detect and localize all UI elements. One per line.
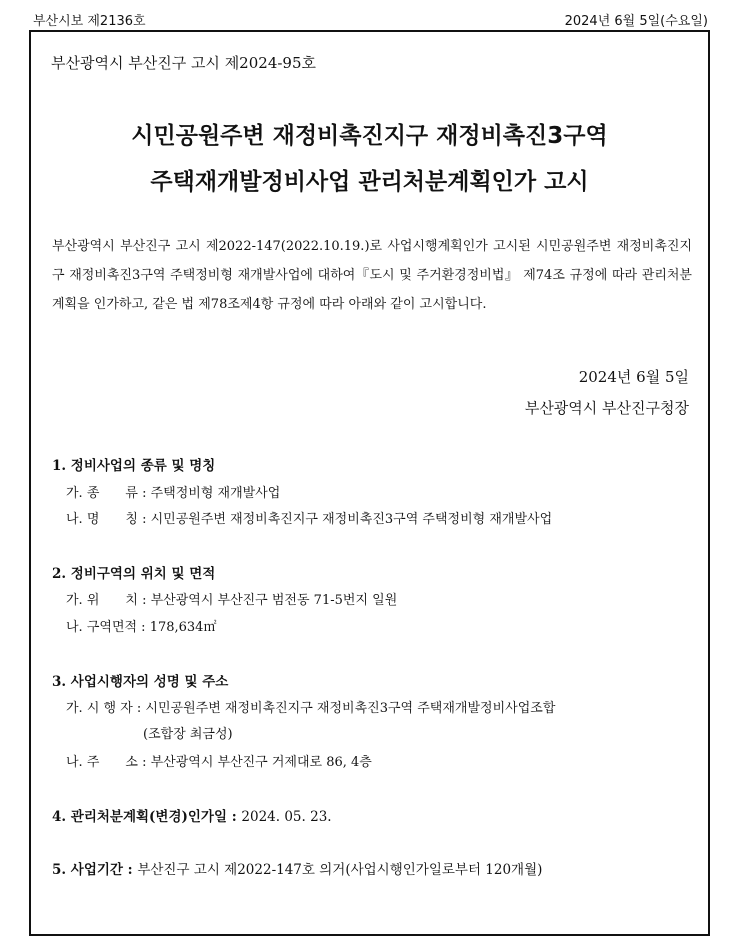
- section-3-heading: 3. 사업시행자의 성명 및 주소: [52, 674, 229, 690]
- section-5: [52, 858, 542, 878]
- notice-title-line1: 시민공원주변 재정비촉진지구 재정비촉진3구역: [131, 123, 608, 149]
- section-2-heading: 2. 정비구역의 위치 및 면적: [52, 566, 216, 582]
- section-5-value: 부산진구 고시 제2022-147호 의거(사업시행인가일로부터 120개월): [137, 862, 543, 878]
- section-4-value: 2024. 05. 23.: [241, 809, 332, 825]
- section-1-item-type: 가. 종 류 : 주택정비형 재개발사업: [66, 486, 281, 501]
- signature-issuer: 부산광역시 부산진구청장: [524, 399, 689, 417]
- section-4: [52, 805, 332, 825]
- section-4-heading: 4. 관리처분계획(변경)인가일 :: [52, 809, 237, 825]
- publication-number: 부산시보 제2136호: [33, 14, 146, 29]
- signature-date: 2024년 6월 5일: [578, 368, 689, 386]
- notice-body: 부산광역시 부산진구 고시 제2022-147(2022.10.19.)로 사업시행계획인가 고시된 시민공원주변 재정비촉진지구 재정비촉진3구역 주택정비형 재개발사업에 대하여『도시 및 주거환경정비법』 제74조 규정에 따라 관리처분계획을 인가하고, 같은 법 제78조제4항 규정에 따라 아래와 같이 고시합니다.: [52, 239, 692, 312]
- section-2-item-location: 가. 위 치 : 부산광역시 부산진구 범전동 71-5번지 일원: [66, 593, 398, 608]
- publication-date: 2024년 6월 5일(수요일): [564, 14, 708, 29]
- publication-header: [0, 0, 733, 30]
- notice-number: 부산광역시 부산진구 고시 제2024-95호: [51, 54, 317, 72]
- section-2-item-area: 나. 구역면적 : 178,634㎡: [66, 620, 217, 635]
- section-5-heading: 5. 사업기간 :: [52, 862, 133, 878]
- section-1-heading: 1. 정비사업의 종류 및 명칭: [52, 458, 216, 474]
- section-1-item-name: 나. 명 칭 : 시민공원주변 재정비촉진지구 재정비촉진3구역 주택정비형 재개발사업: [66, 512, 553, 527]
- notice-title-line2: 주택재개발정비사업 관리처분계획인가 고시: [150, 169, 589, 195]
- section-3-item-address: 나. 주 소 : 부산광역시 부산진구 거제대로 86, 4층: [66, 755, 372, 770]
- section-3-item-operator-chair: (조합장 최금성): [143, 727, 233, 742]
- section-3-item-operator: 가. 시 행 자 : 시민공원주변 재정비촉진지구 재정비촉진3구역 주택재개발정비사업조합: [66, 701, 556, 716]
